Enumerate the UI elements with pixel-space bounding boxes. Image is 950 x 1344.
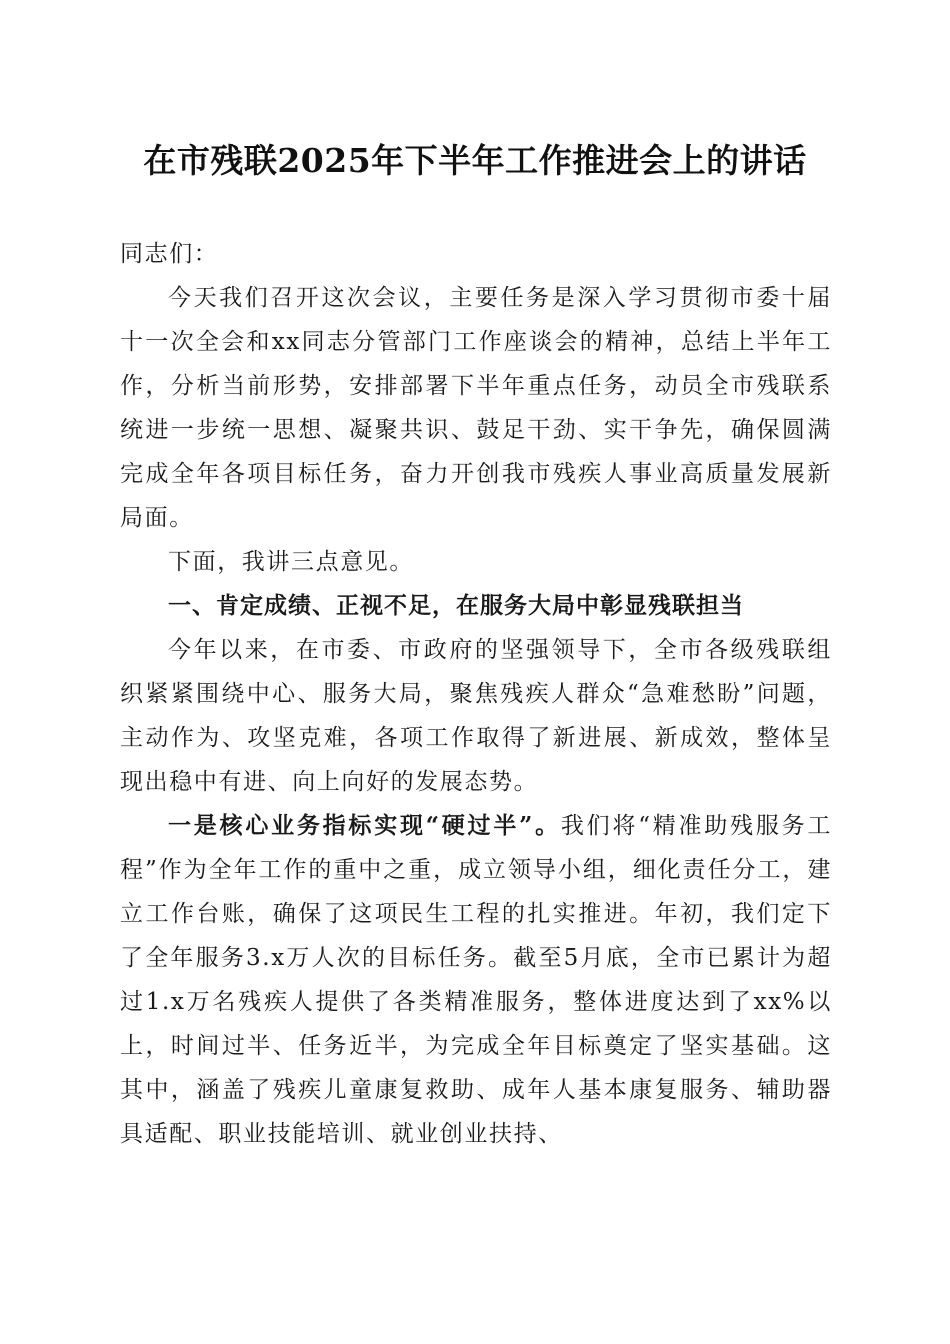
section-heading-1: 一、肯定成绩、正视不足，在服务大局中彰显残联担当 — [168, 593, 744, 619]
salutation: 同志们： — [120, 241, 219, 267]
paragraph-intro: 今天我们召开这次会议，主要任务是深入学习贯彻市委十届十一次全会和xx同志分管部门工作座谈会的精神，总结上半年工作，分析当前形势，安排部署下半年重点任务，动员全市残联系统进一步统一思想、凝聚共识、鼓足干劲、实干争先，确保圆满完成全年各项目标任务，奋力开创我市残疾人事业高质量发展新局面。 — [120, 285, 832, 531]
paragraph-section1-intro: 今年以来，在市委、市政府的坚强领导下，全市各级残联组织紧紧围绕中心、服务大局，聚焦残疾人群众“急难愁盼”问题，主动作为、攻坚克难，各项工作取得了新进展、新成效，整体呈现出稳中有进、向上向好的发展态势。 — [120, 637, 832, 795]
point-1-lead: 一是核心业务指标实现“硬过半”。 — [168, 812, 561, 839]
paragraph-point-1 — [120, 804, 832, 1156]
document-body — [120, 232, 832, 1156]
point-1-body: 我们将“精准助残服务工程”作为全年工作的重中之重，成立领导小组，细化责任分工，建立工作台账，确保了这项民生工程的扎实推进。年初，我们定下了全年服务3.x万人次的目标任务。截至5月底，全市已累计为超过1.x万名残疾人提供了各类精准服务，整体进度达到了xx%以上，时间过半、任务近半，为完成全年目标奠定了坚实基础。这其中，涵盖了残疾儿童康复救助、成年人基本康复服务、辅助器具适配、职业技能培训、就业创业扶持、 — [120, 813, 833, 1147]
document-title: 在市残联2025年下半年工作推进会上的讲话 — [143, 141, 807, 180]
paragraph-transition: 下面，我讲三点意见。 — [168, 549, 414, 575]
